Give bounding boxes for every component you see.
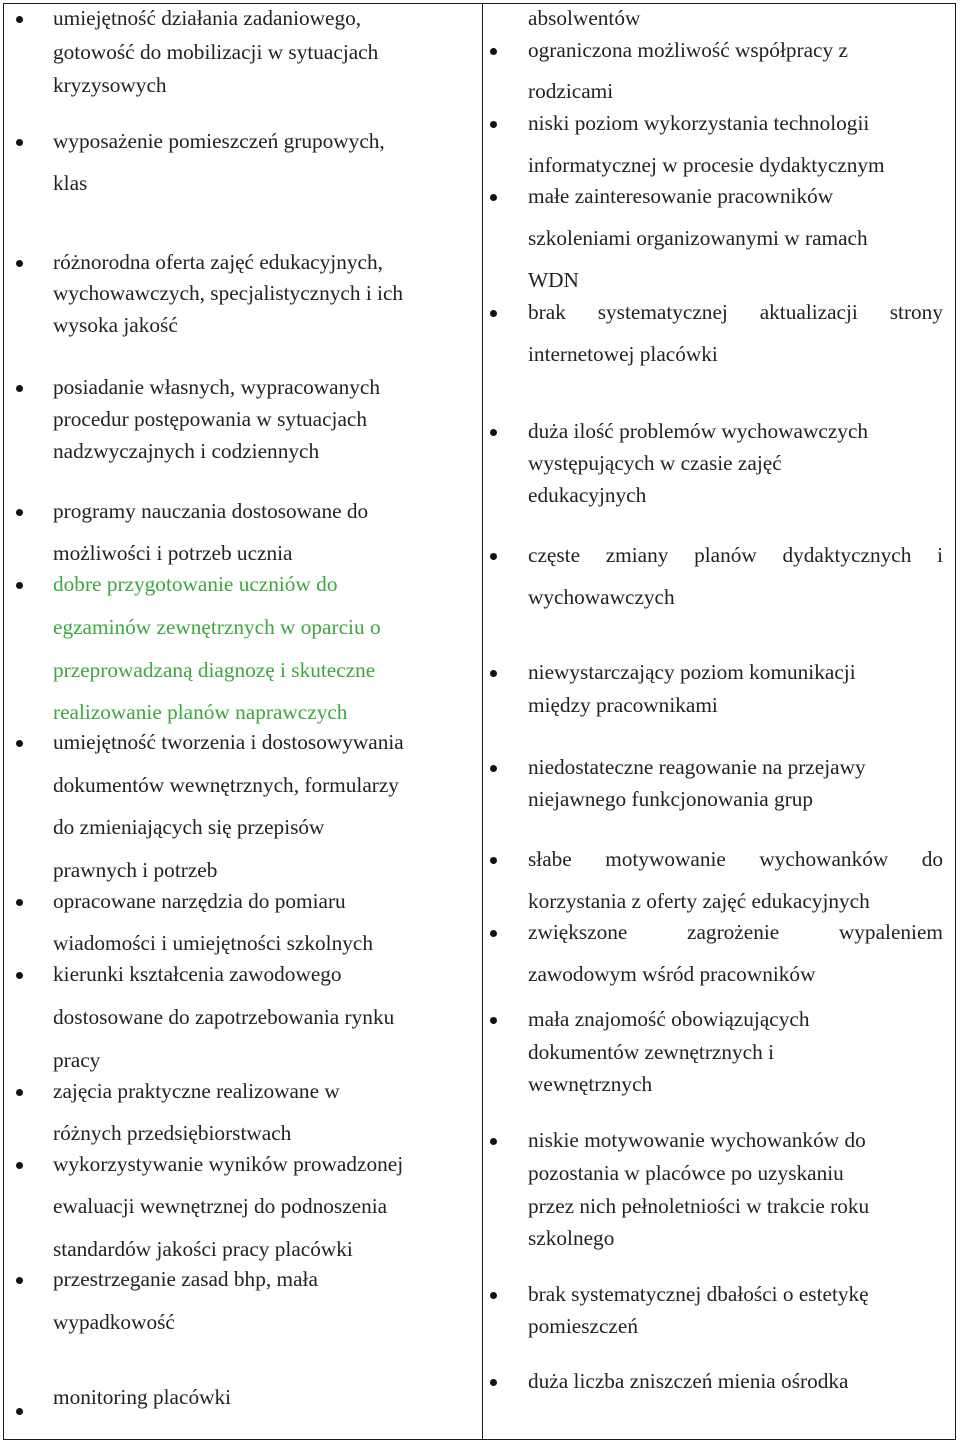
item-text-line: realizowanie planów naprawczych [53, 700, 348, 724]
bullet-icon [16, 972, 23, 979]
bullet-icon [16, 1408, 23, 1415]
item-text-line: wysoka jakość [53, 313, 178, 337]
item-text-line: wyposażenie pomieszczeń grupowych, [53, 129, 385, 153]
item-text-line: między pracownikami [528, 693, 718, 717]
bullet-icon [16, 16, 23, 23]
item-text-line: wypadkowość [53, 1310, 175, 1334]
item-text-line: wychowawczych, specjalistycznych i ich [53, 281, 404, 305]
item-text-line: niewystarczający poziom komunikacji [528, 660, 856, 684]
item-text-line: różnych przedsiębiorstwach [53, 1121, 292, 1145]
item-text-line: internetowej placówki [528, 342, 718, 366]
item-text-line: WDN [528, 268, 579, 292]
bullet-icon [490, 553, 497, 560]
bullet-icon [490, 194, 497, 201]
item-text-line: pracy [53, 1048, 101, 1072]
bullet-icon [16, 1089, 23, 1096]
item-text-line: różnorodna oferta zajęć edukacyjnych, [53, 250, 383, 274]
item-text-line: dostosowane do zapotrzebowania rynku [53, 1005, 395, 1029]
bullet-icon [490, 1138, 497, 1145]
bullet-icon [16, 260, 23, 267]
item-text-line: duża liczba zniszczeń mienia ośrodka [528, 1369, 849, 1393]
bullet-icon [16, 509, 23, 516]
item-text-line: dokumentów wewnętrznych, formularzy [53, 773, 399, 797]
bullet-icon [16, 1162, 23, 1169]
item-text-line: duża ilość problemów wychowawczych [528, 419, 869, 443]
item-text-line: do zmieniających się przepisów [53, 815, 325, 839]
item-text-line: zwiększone zagrożenie wypaleniem [528, 920, 943, 944]
item-text-line: szkolnego [528, 1226, 615, 1250]
bullet-icon [16, 740, 23, 747]
bullet-icon [16, 139, 23, 146]
item-text-line: zawodowym wśród pracowników [528, 962, 816, 986]
item-text-line: kierunki kształcenia zawodowego [53, 962, 342, 986]
item-text-line: rodzicami [528, 79, 614, 103]
bullet-icon [490, 1379, 497, 1386]
item-text-line: wewnętrznych [528, 1072, 653, 1096]
bullet-icon [490, 48, 497, 55]
item-text-line: brak systematycznej aktualizacji strony [528, 300, 943, 324]
bullet-icon [16, 582, 23, 589]
item-text-line: małe zainteresowanie pracowników [528, 184, 834, 208]
item-text-line: dobre przygotowanie uczniów do [53, 572, 338, 596]
item-text-line: gotowość do mobilizacji w sytuacjach [53, 40, 379, 64]
bullet-icon [490, 857, 497, 864]
item-text-line: dokumentów zewnętrznych i [528, 1040, 775, 1064]
item-text-line: wiadomości i umiejętności szkolnych [53, 931, 373, 955]
item-text-line: brak systematycznej dbałości o estetykę [528, 1282, 869, 1306]
bullet-icon [490, 310, 497, 317]
item-text-line: monitoring placówki [53, 1385, 232, 1409]
bullet-icon [490, 670, 497, 677]
item-text-line: procedur postępowania w sytuacjach [53, 407, 368, 431]
bullet-icon [16, 899, 23, 906]
item-text-line: wychowawczych [528, 585, 675, 609]
column-divider [482, 4, 483, 1439]
item-text-line: absolwentów [528, 6, 641, 30]
item-text-line: pomieszczeń [528, 1314, 638, 1338]
item-text-line: wykorzystywanie wyników prowadzonej [53, 1152, 404, 1176]
item-text-line: częste zmiany planów dydaktycznych i [528, 543, 943, 567]
item-text-line: słabe motywowanie wychowanków do [528, 847, 943, 871]
item-text-line: niskie motywowanie wychowanków do [528, 1128, 866, 1152]
item-text-line: umiejętność działania zadaniowego, [53, 6, 362, 30]
item-text-line: posiadanie własnych, wypracowanych [53, 375, 381, 399]
bullet-icon [490, 930, 497, 937]
item-text-line: standardów jakości pracy placówki [53, 1237, 353, 1261]
item-text-line: klas [53, 171, 88, 195]
bullet-icon [16, 385, 23, 392]
bullet-icon [490, 765, 497, 772]
bullet-icon [490, 1017, 497, 1024]
item-text-line: egzaminów zewnętrznych w oparciu o [53, 615, 381, 639]
bullet-icon [16, 1277, 23, 1284]
item-text-line: przez nich pełnoletniości w trakcie roku [528, 1194, 870, 1218]
item-text-line: korzystania z oferty zajęć edukacyjnych [528, 889, 870, 913]
item-text-line: ograniczona możliwość współpracy z [528, 38, 848, 62]
bullet-icon [490, 429, 497, 436]
item-text-line: niejawnego funkcjonowania grup [528, 787, 814, 811]
item-text-line: opracowane narzędzia do pomiaru [53, 889, 346, 913]
item-text-line: prawnych i potrzeb [53, 858, 218, 882]
item-text-line: ewaluacji wewnętrznej do podnoszenia [53, 1194, 388, 1218]
item-text-line: zajęcia praktyczne realizowane w [53, 1079, 340, 1103]
item-text-line: możliwości i potrzeb ucznia [53, 541, 293, 565]
item-text-line: umiejętność tworzenia i dostosowywania [53, 730, 404, 754]
item-text-line: niski poziom wykorzystania technologii [528, 111, 870, 135]
item-text-line: mała znajomość obowiązujących [528, 1007, 810, 1031]
item-text-line: kryzysowych [53, 73, 167, 97]
item-text-line: niedostateczne reagowanie na przejawy [528, 755, 866, 779]
item-text-line: szkoleniami organizowanymi w ramach [528, 226, 868, 250]
bullet-icon [490, 1292, 497, 1299]
item-text-line: przestrzeganie zasad bhp, mała [53, 1267, 318, 1291]
item-text-line: nadzwyczajnych i codziennych [53, 439, 320, 463]
item-text-line: przeprowadzaną diagnozę i skuteczne [53, 658, 376, 682]
item-text-line: informatycznej w procesie dydaktycznym [528, 153, 885, 177]
item-text-line: występujących w czasie zajęć [528, 451, 782, 475]
item-text-line: programy nauczania dostosowane do [53, 499, 369, 523]
item-text-line: edukacyjnych [528, 483, 647, 507]
item-text-line: pozostania w placówce po uzyskaniu [528, 1161, 844, 1185]
bullet-icon [490, 121, 497, 128]
